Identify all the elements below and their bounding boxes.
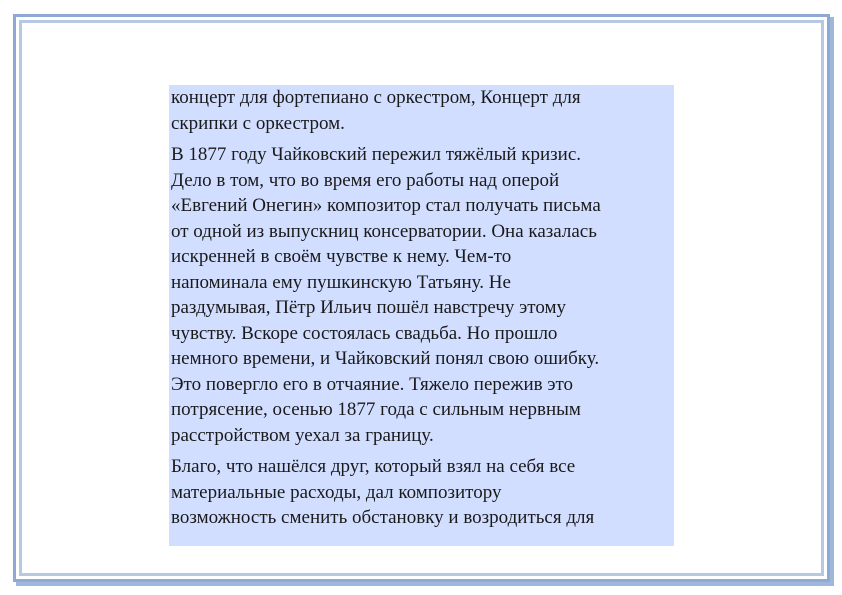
text-line: расстройством уехал за границу. bbox=[171, 424, 434, 446]
paragraph-1 bbox=[169, 85, 674, 136]
text-line: от одной из выпускниц консерватории. Она казалась bbox=[171, 220, 597, 242]
text-line: напоминала ему пушкинскую Татьяну. Не bbox=[171, 271, 511, 293]
frame-shadow-right bbox=[830, 17, 834, 585]
text-line: искренней в своём чувстве к нему. Чем-то bbox=[171, 246, 512, 267]
text-line: материальные расходы, дал композитору bbox=[171, 481, 502, 503]
paragraph-3 bbox=[169, 454, 674, 531]
text-line: Дело в том, что во время его работы над оперой bbox=[171, 169, 560, 191]
text-line: В 1877 году Чайковский пережил тяжёлый кризис. bbox=[171, 144, 582, 165]
text-line: возможность сменить обстановку и возродиться для bbox=[171, 507, 595, 528]
text-line: концерт для фортепиано с оркестром, Концерт для bbox=[171, 87, 581, 108]
text-line: Это повергло его в отчаяние. Тяжело пережив это bbox=[171, 373, 574, 395]
text-line: раздумывая, Пётр Ильич пошёл навстречу этому bbox=[171, 297, 567, 318]
text-line: скрипки с оркестром. bbox=[171, 112, 345, 134]
slide-text-block bbox=[169, 85, 674, 546]
text-line: Благо, что нашёлся друг, который взял на себя все bbox=[171, 456, 576, 477]
frame-shadow-bottom bbox=[16, 582, 834, 586]
text-line: немного времени, и Чайковский понял свою ошибку. bbox=[171, 348, 600, 369]
text-line: чувству. Вскоре состоялась свадьба. Но прошло bbox=[171, 322, 558, 344]
text-line: потрясение, осенью 1877 года с сильным нервным bbox=[171, 399, 581, 420]
text-line: «Евгений Онегин» композитор стал получать письма bbox=[171, 195, 601, 216]
paragraph-2 bbox=[169, 142, 674, 448]
